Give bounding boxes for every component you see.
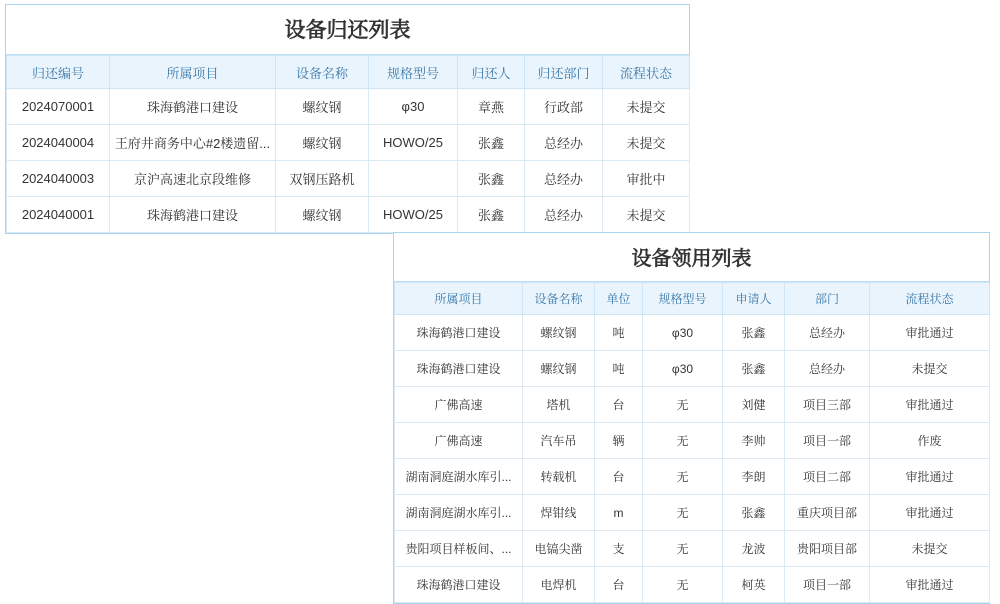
table-header-row [395, 283, 990, 315]
cell-spec-model: HOWO/25 [369, 125, 458, 161]
cell-spec-model: 无 [643, 423, 723, 459]
cell-project-name: 珠海鹤港口建设 [395, 315, 523, 351]
cell-spec-model: 无 [643, 387, 723, 423]
cell-return-dept: 行政部 [525, 89, 603, 125]
cell-spec-model [369, 161, 458, 197]
column-header-dept[interactable]: 部门 [785, 283, 870, 315]
cell-unit: 支 [595, 531, 643, 567]
cell-project-name: 广佛高速 [395, 387, 523, 423]
cell-flow-status: 未提交 [870, 531, 990, 567]
cell-device-name: 螺纹钢 [276, 89, 369, 125]
cell-project-name: 湖南洞庭湖水库引... [395, 459, 523, 495]
cell-unit: 吨 [595, 315, 643, 351]
cell-flow-status: 审批中 [603, 161, 690, 197]
cell-applicant[interactable]: 张鑫 [723, 351, 785, 387]
cell-return-code: 2024040004 [7, 125, 110, 161]
table-row[interactable] [7, 161, 690, 197]
cell-unit: 台 [595, 387, 643, 423]
table-row[interactable] [395, 531, 990, 567]
cell-spec-model: 无 [643, 567, 723, 603]
cell-applicant[interactable]: 柯英 [723, 567, 785, 603]
cell-applicant[interactable]: 刘健 [723, 387, 785, 423]
cell-spec-model: HOWO/25 [369, 197, 458, 233]
cell-dept: 总经办 [785, 351, 870, 387]
column-header-device-name[interactable]: 设备名称 [523, 283, 595, 315]
cell-spec-model: φ30 [643, 351, 723, 387]
cell-unit: m [595, 495, 643, 531]
column-header-unit[interactable]: 单位 [595, 283, 643, 315]
equipment-return-panel [5, 4, 690, 234]
panel-title-request: 设备领用列表 [394, 233, 989, 282]
column-header-device-name[interactable]: 设备名称 [276, 56, 369, 89]
cell-project-name: 珠海鹤港口建设 [110, 89, 276, 125]
cell-device-name[interactable]: 电镐尖凿 [523, 531, 595, 567]
cell-flow-status: 未提交 [603, 89, 690, 125]
cell-device-name[interactable]: 螺纹钢 [523, 351, 595, 387]
cell-project-name: 珠海鹤港口建设 [395, 567, 523, 603]
cell-spec-model: 无 [643, 459, 723, 495]
cell-dept: 重庆项目部 [785, 495, 870, 531]
cell-return-dept: 总经办 [525, 197, 603, 233]
table-row[interactable] [7, 125, 690, 161]
cell-returner-name: 张鑫 [458, 125, 525, 161]
cell-returner-name: 章燕 [458, 89, 525, 125]
cell-device-name: 螺纹钢 [276, 125, 369, 161]
cell-spec-model: 无 [643, 531, 723, 567]
cell-project-name: 王府井商务中心#2楼遗留... [110, 125, 276, 161]
column-header-returner[interactable]: 归还人 [458, 56, 525, 89]
cell-flow-status: 审批通过 [870, 495, 990, 531]
equipment-request-table [394, 282, 990, 603]
cell-flow-status: 未提交 [603, 125, 690, 161]
cell-flow-status: 未提交 [603, 197, 690, 233]
cell-returner-name: 张鑫 [458, 197, 525, 233]
cell-unit: 台 [595, 459, 643, 495]
table-row[interactable] [395, 315, 990, 351]
cell-spec-model: φ30 [369, 89, 458, 125]
table-row[interactable] [395, 423, 990, 459]
cell-device-name[interactable]: 螺纹钢 [523, 315, 595, 351]
cell-applicant[interactable]: 李朗 [723, 459, 785, 495]
table-row[interactable] [395, 459, 990, 495]
column-header-spec[interactable]: 规格型号 [643, 283, 723, 315]
cell-flow-status: 审批通过 [870, 567, 990, 603]
cell-return-code: 2024040003 [7, 161, 110, 197]
cell-dept: 项目二部 [785, 459, 870, 495]
cell-dept: 贵阳项目部 [785, 531, 870, 567]
table-row[interactable] [7, 89, 690, 125]
cell-flow-status: 作废 [870, 423, 990, 459]
equipment-return-table [6, 55, 690, 233]
equipment-request-panel [393, 232, 990, 604]
cell-project-name: 京沪高速北京段维修 [110, 161, 276, 197]
cell-device-name[interactable]: 汽车吊 [523, 423, 595, 459]
cell-device-name[interactable]: 塔机 [523, 387, 595, 423]
cell-returner-name: 张鑫 [458, 161, 525, 197]
table-row[interactable] [395, 495, 990, 531]
cell-flow-status: 审批通过 [870, 387, 990, 423]
cell-unit: 辆 [595, 423, 643, 459]
cell-spec-model: 无 [643, 495, 723, 531]
cell-project-name: 珠海鹤港口建设 [110, 197, 276, 233]
column-header-project[interactable]: 所属项目 [395, 283, 523, 315]
cell-return-dept: 总经办 [525, 125, 603, 161]
cell-device-name[interactable]: 电焊机 [523, 567, 595, 603]
table-row[interactable] [395, 387, 990, 423]
cell-applicant[interactable]: 张鑫 [723, 495, 785, 531]
column-header-flow-status[interactable]: 流程状态 [603, 56, 690, 89]
column-header-flow-status[interactable]: 流程状态 [870, 283, 990, 315]
cell-return-code: 2024040001 [7, 197, 110, 233]
panel-title-return: 设备归还列表 [6, 5, 689, 55]
column-header-return-dept[interactable]: 归还部门 [525, 56, 603, 89]
cell-spec-model: φ30 [643, 315, 723, 351]
column-header-applicant[interactable]: 申请人 [723, 283, 785, 315]
cell-project-name: 广佛高速 [395, 423, 523, 459]
table-row[interactable] [395, 567, 990, 603]
column-header-spec[interactable]: 规格型号 [369, 56, 458, 89]
cell-project-name: 贵阳项目样板间、... [395, 531, 523, 567]
cell-dept: 项目一部 [785, 567, 870, 603]
cell-device-name: 螺纹钢 [276, 197, 369, 233]
cell-applicant[interactable]: 龙波 [723, 531, 785, 567]
table-row[interactable] [7, 197, 690, 233]
cell-device-name[interactable]: 焊钳线 [523, 495, 595, 531]
column-header-project[interactable]: 所属项目 [110, 56, 276, 89]
cell-flow-status: 未提交 [870, 351, 990, 387]
cell-applicant[interactable]: 张鑫 [723, 315, 785, 351]
cell-flow-status: 审批通过 [870, 315, 990, 351]
cell-dept: 项目一部 [785, 423, 870, 459]
cell-flow-status: 审批通过 [870, 459, 990, 495]
cell-device-name: 双钢压路机 [276, 161, 369, 197]
table-header-row [7, 56, 690, 89]
cell-device-name[interactable]: 转载机 [523, 459, 595, 495]
cell-dept: 项目三部 [785, 387, 870, 423]
cell-return-dept: 总经办 [525, 161, 603, 197]
cell-dept: 总经办 [785, 315, 870, 351]
cell-return-code: 2024070001 [7, 89, 110, 125]
cell-applicant[interactable]: 李帅 [723, 423, 785, 459]
cell-unit: 台 [595, 567, 643, 603]
cell-unit: 吨 [595, 351, 643, 387]
column-header-return-code[interactable]: 归还编号 [7, 56, 110, 89]
cell-project-name: 湖南洞庭湖水库引... [395, 495, 523, 531]
cell-project-name: 珠海鹤港口建设 [395, 351, 523, 387]
table-row[interactable] [395, 351, 990, 387]
